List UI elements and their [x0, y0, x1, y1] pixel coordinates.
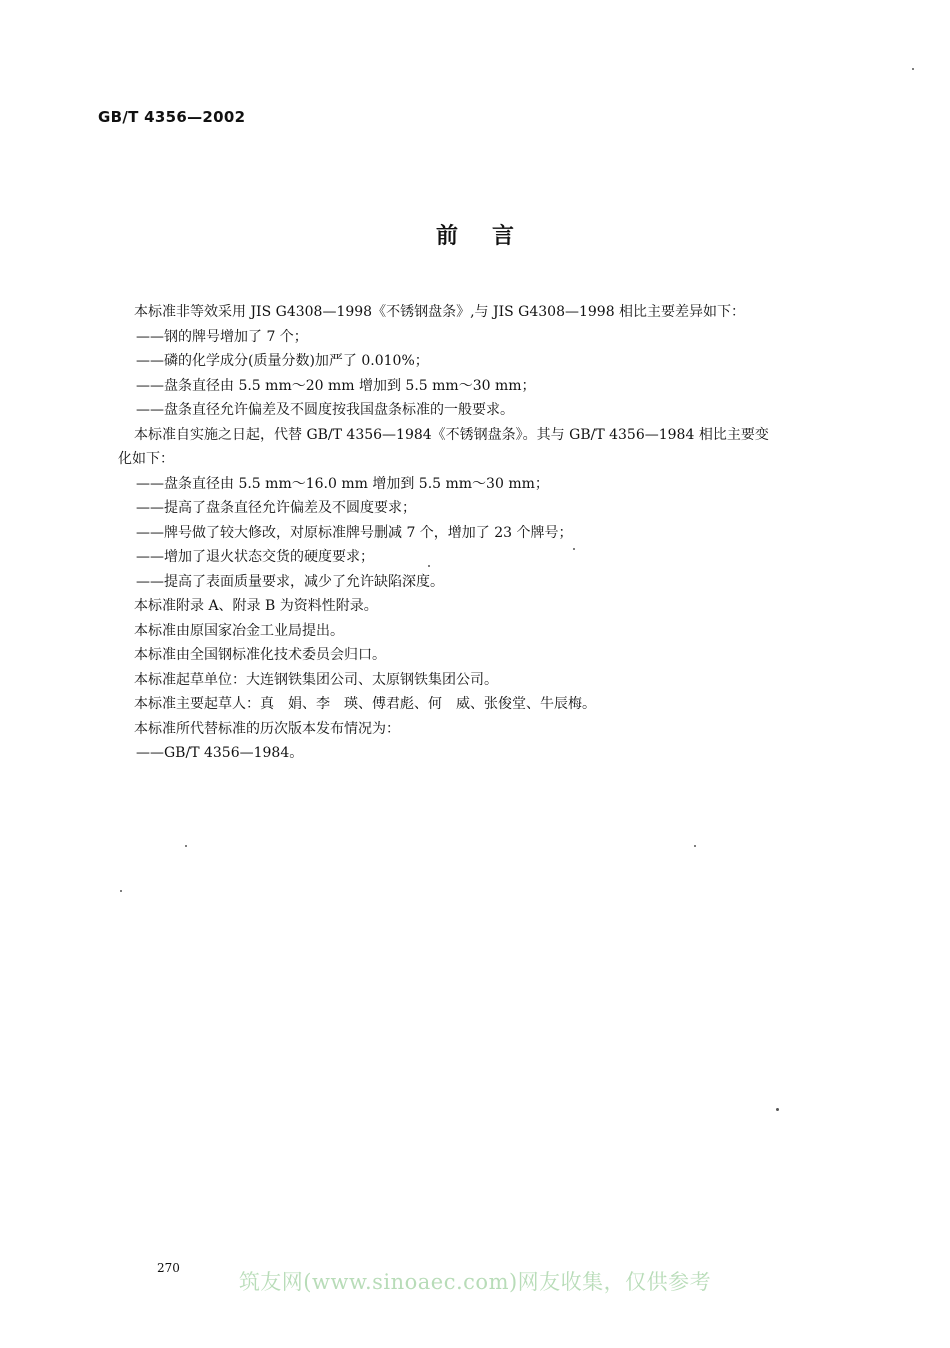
scan-speck	[120, 890, 122, 892]
list-item: ——盘条直径允许偏差及不圆度按我国盘条标准的一般要求。	[136, 402, 514, 418]
page-title: 前言	[435, 224, 548, 249]
foreword-body	[118, 300, 848, 766]
list-item: ——牌号做了较大修改，对原标准牌号删减 7 个，增加了 23 个牌号；	[136, 524, 573, 541]
scan-speck	[573, 548, 575, 550]
list-item: ——磷的化学成分(质量分数)加严了 0.010%；	[136, 353, 429, 369]
scan-speck	[694, 845, 696, 847]
scan-speck	[912, 68, 914, 70]
paragraph: 本标准附录 A、附录 B 为资料性附录。	[134, 598, 378, 614]
scan-speck	[185, 845, 187, 847]
list-item: ——盘条直径由 5.5 mm～16.0 mm 增加到 5.5 mm～30 mm；	[136, 475, 549, 492]
paragraph-continuation: 化如下：	[118, 451, 174, 467]
scan-speck	[776, 1108, 779, 1111]
standard-code: GB/T 4356—2002	[98, 108, 246, 126]
paragraph: 本标准主要起草人：真 娟、李 瑛、傅君彪、何 威、张俊堂、牛辰梅。	[134, 696, 596, 712]
list-item: ——钢的牌号增加了 7 个；	[136, 328, 308, 345]
page-number: 270	[157, 1261, 180, 1275]
scan-speck	[428, 565, 430, 567]
list-item: ——提高了盘条直径允许偏差及不圆度要求；	[136, 500, 416, 516]
paragraph: 本标准由原国家冶金工业局提出。	[134, 622, 344, 639]
list-item: ——提高了表面质量要求，减少了允许缺陷深度。	[136, 573, 444, 590]
list-item: ——GB/T 4356—1984。	[136, 745, 304, 761]
paragraph: 本标准自实施之日起，代替 GB/T 4356—1984《不锈钢盘条》。其与 GB/T 4356—1984 相比主要变	[134, 426, 769, 443]
paragraph: 本标准由全国钢标准化技术委员会归口。	[134, 647, 386, 663]
paragraph: 本标准起草单位：大连钢铁集团公司、太原钢铁集团公司。	[134, 671, 498, 688]
watermark-text: 筑友网(www.sinoaec.com)网友收集，仅供参考	[238, 1270, 712, 1294]
list-item: ——盘条直径由 5.5 mm～20 mm 增加到 5.5 mm～30 mm；	[136, 377, 536, 394]
paragraph: 本标准所代替标准的历次版本发布情况为：	[134, 720, 400, 737]
list-item: ——增加了退火状态交货的硬度要求；	[136, 549, 374, 565]
paragraph: 本标准非等效采用 JIS G4308—1998《不锈钢盘条》,与 JIS G4308—1998 相比主要差异如下：	[134, 304, 746, 320]
